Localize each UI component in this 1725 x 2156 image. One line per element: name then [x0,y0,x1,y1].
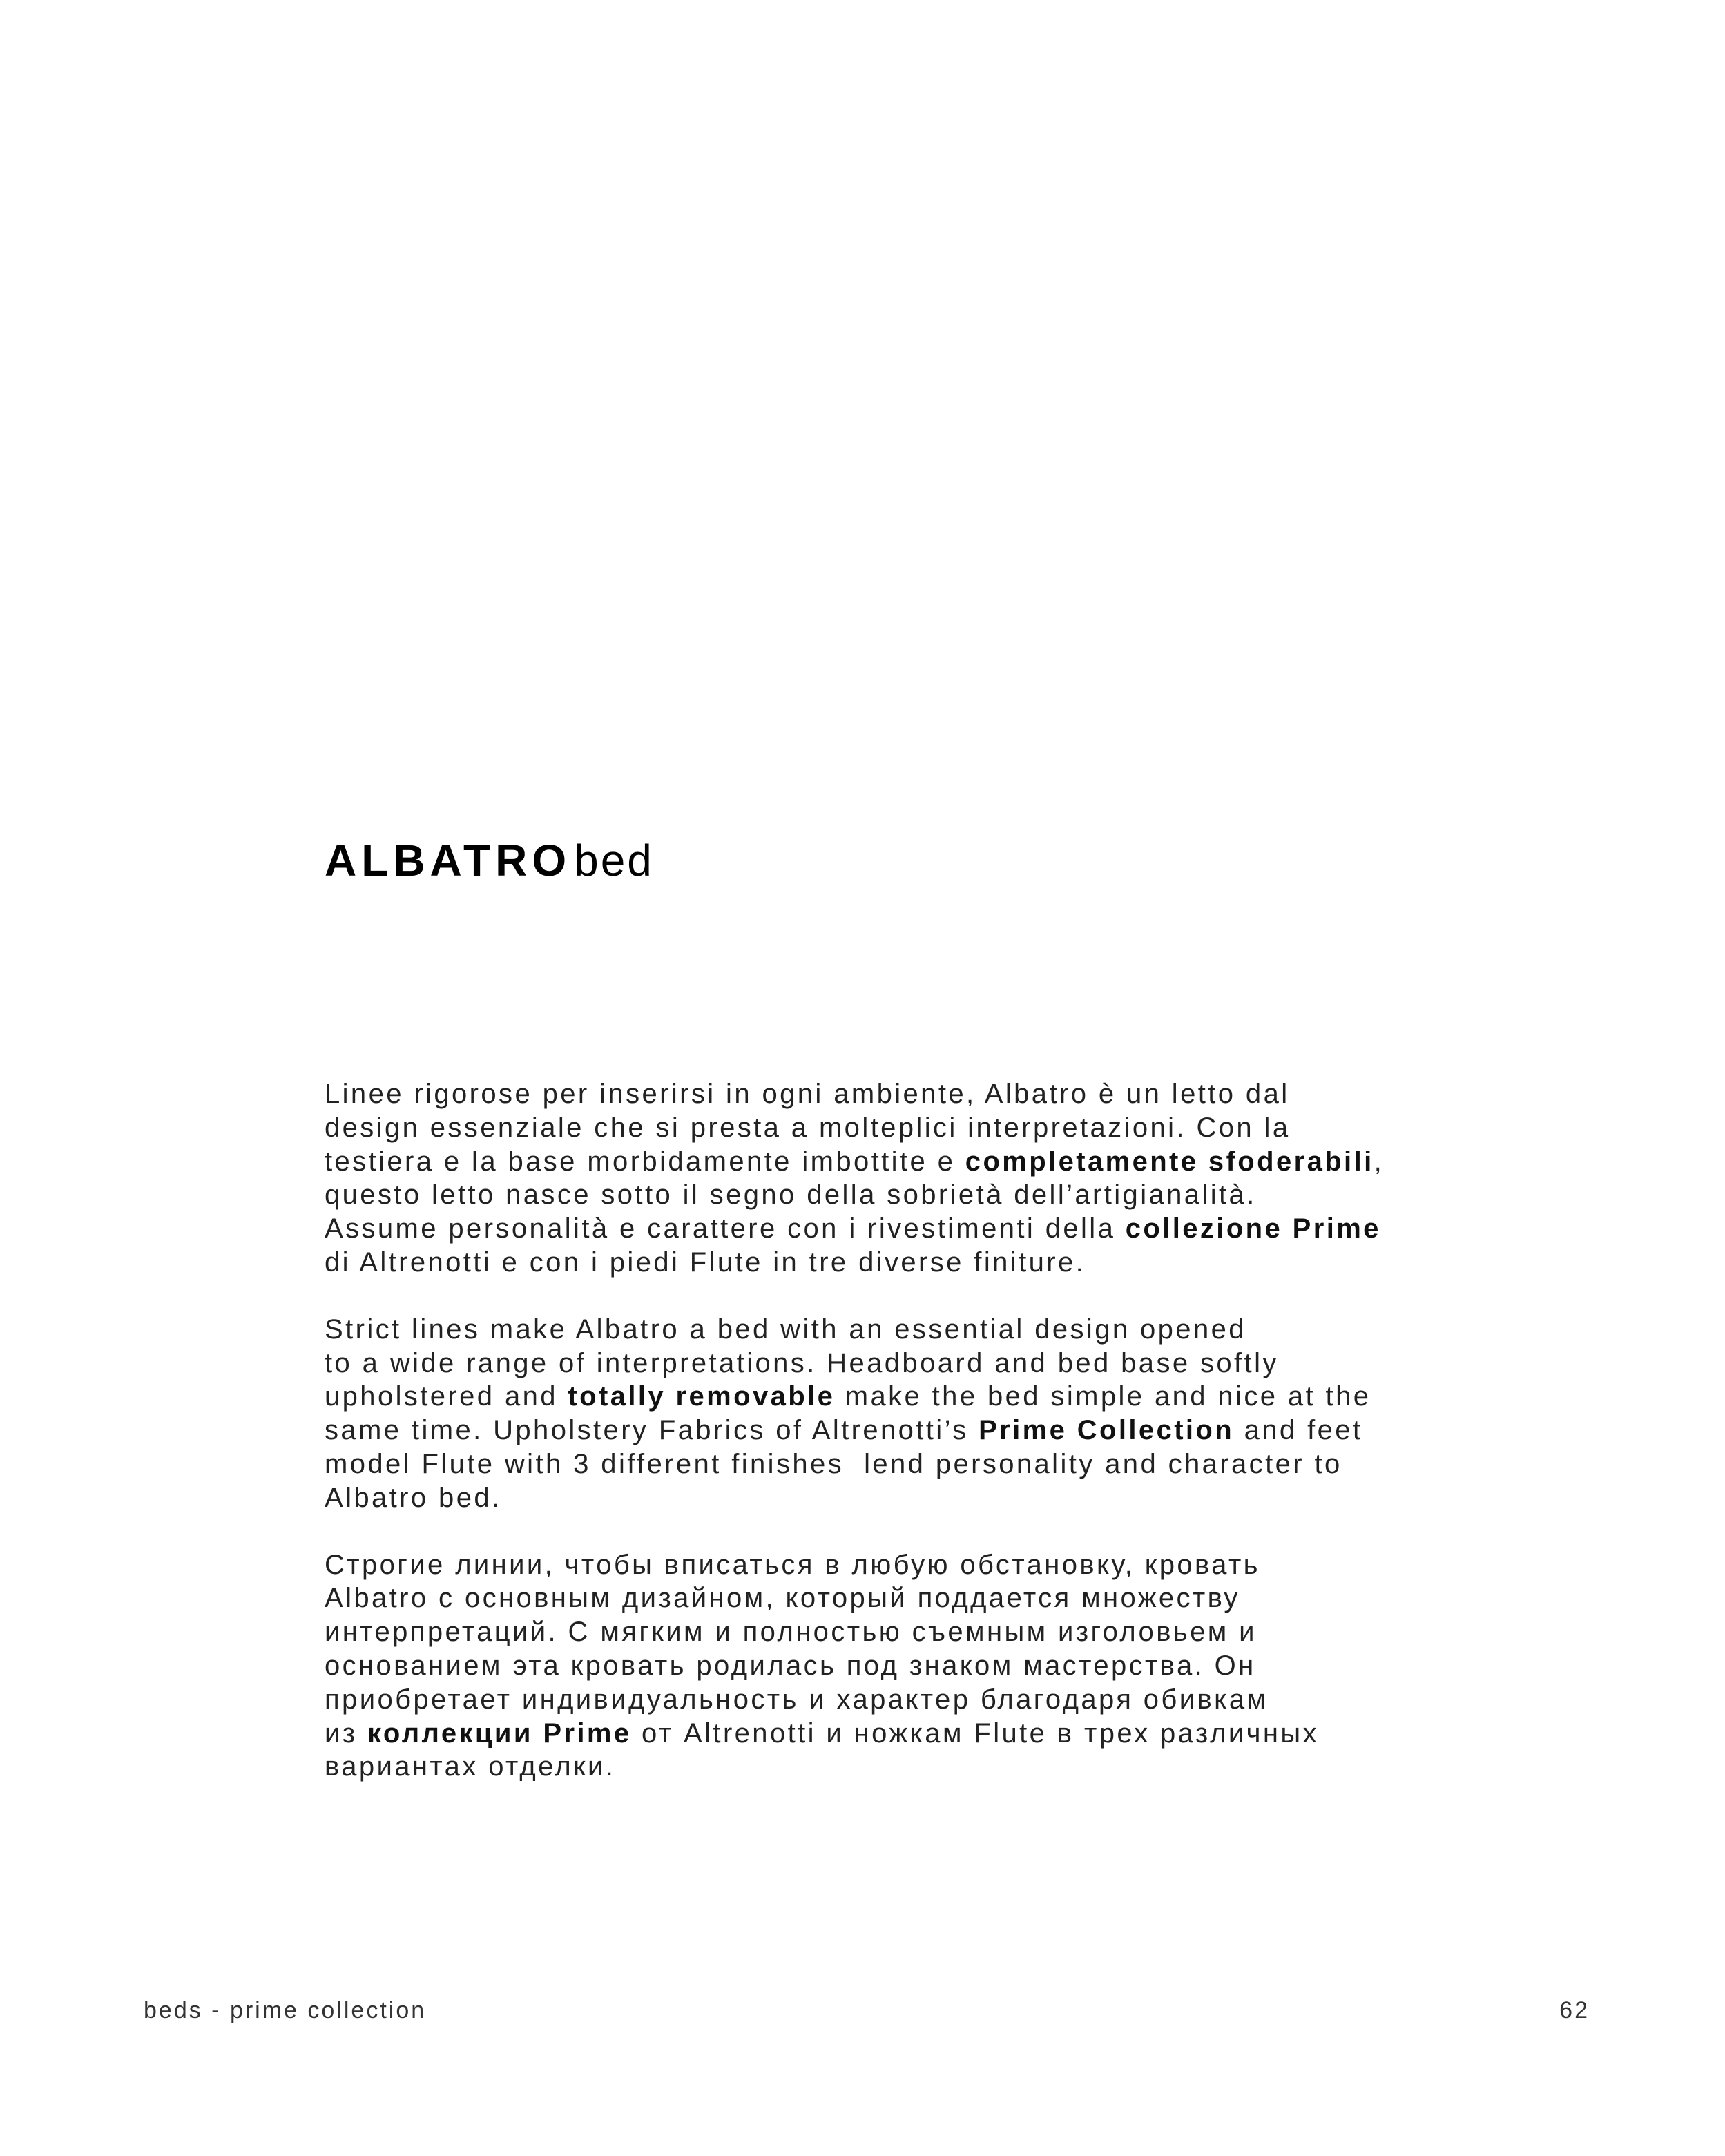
text-line: to a wide range of interpretations. Headboard and bed base softly [325,1347,1279,1378]
text-line: Assume personalità e carattere con i rivestimenti della collezione Prime [325,1213,1381,1244]
description-italian [325,1077,1443,1280]
highlight-collection: коллекции Prime [367,1717,632,1749]
text-line: testiera e la base morbidamente imbottite e completamente sfoderabili, [325,1146,1385,1177]
text-line: model Flute with 3 different finishes lend personality and character to [325,1448,1342,1479]
text-line: приобретает индивидуальность и характер благодаря обивкам [325,1684,1269,1715]
product-type: bed [574,836,654,885]
product-title [325,833,654,888]
text-line: Albatro bed. [325,1482,502,1513]
text-line: вариантах отделки. [325,1751,616,1782]
highlight-removable: totally removable [568,1381,836,1412]
highlight-removable: completamente sfoderabili [965,1146,1374,1177]
text-line: Albatro с основным дизайном, который поддается множеству [325,1583,1240,1614]
text-line: интерпретаций. С мягким и полностью съемным изголовьем и [325,1617,1257,1648]
page-number: 62 [1559,1997,1590,2023]
text-line: same time. Upholstery Fabrics of Altrenotti’s Prime Collection and feet [325,1415,1363,1446]
product-name: ALBATRO [325,836,572,885]
text-line: Linee rigorose per inserirsi in ogni ambiente, Albatro è un letto dal [325,1079,1290,1109]
text-line: questo letto nasce sotto il segno della sobrietà dell’artigianalità. [325,1180,1257,1211]
description-block [325,1077,1443,1817]
text-line: Strict lines make Albatro a bed with an essential design opened [325,1313,1246,1345]
footer-section-label: beds - prime collection [144,1997,427,2023]
description-russian [325,1548,1443,1784]
text-line: upholstered and totally removable make the bed simple and nice at the [325,1381,1371,1412]
highlight-collection: Prime Collection [979,1415,1235,1446]
text-line: di Altrenotti e con i piedi Flute in tre diverse finiture. [325,1247,1086,1278]
text-line: design essenziale che si presta a molteplici interpretazioni. Con la [325,1112,1291,1143]
text-line: основанием эта кровать родилась под знаком мастерства. Он [325,1650,1256,1681]
text-line: из коллекции Prime от Altrenotti и ножкам Flute в трех различных [325,1717,1319,1749]
highlight-collection: collezione Prime [1125,1213,1381,1244]
text-line: Строгие линии, чтобы вписаться в любую обстановку, кровать [325,1549,1260,1580]
description-english [325,1313,1443,1515]
